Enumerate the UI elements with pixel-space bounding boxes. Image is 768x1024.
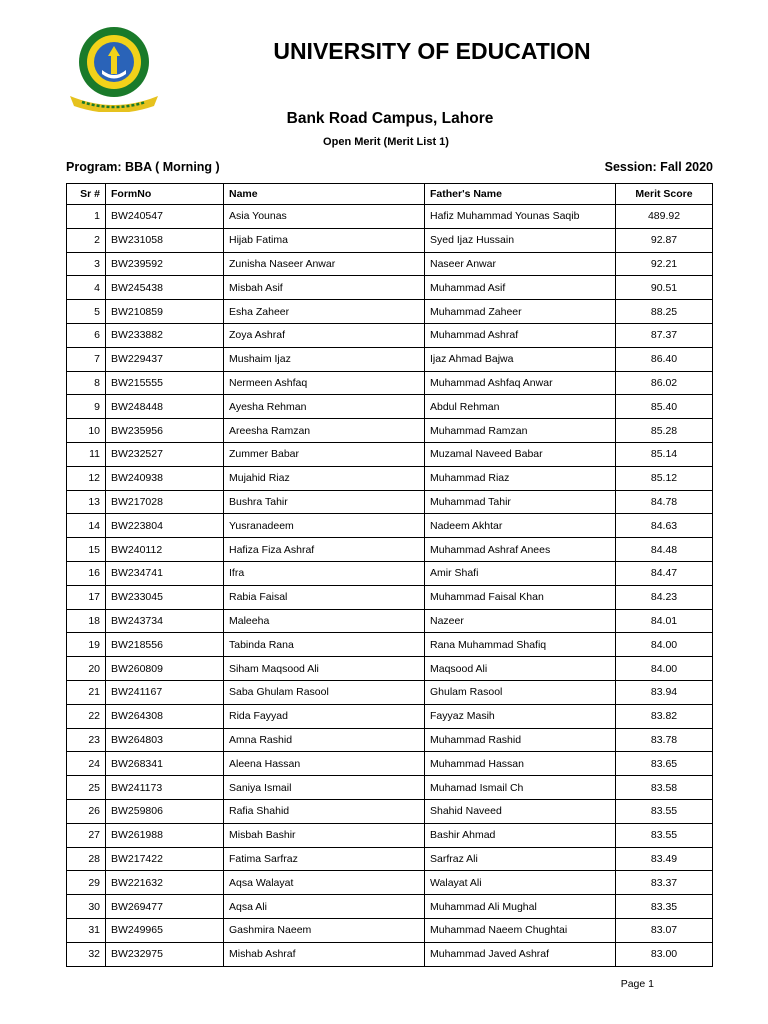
table-row xyxy=(67,752,713,776)
sr-cell: 15 xyxy=(67,538,106,562)
father-name-cell: Maqsood Ali xyxy=(425,657,616,681)
father-name-cell: Muhammad Riaz xyxy=(425,466,616,490)
father-name-cell: Muhammad Asif xyxy=(425,276,616,300)
form-no-cell: BW268341 xyxy=(106,752,224,776)
column-header: Merit Score xyxy=(616,184,713,205)
name-cell: Mujahid Riaz xyxy=(224,466,425,490)
father-name-cell: Ghulam Rasool xyxy=(425,680,616,704)
sr-cell: 26 xyxy=(67,799,106,823)
name-cell: Misbah Bashir xyxy=(224,823,425,847)
form-no-cell: BW259806 xyxy=(106,799,224,823)
father-name-cell: Amir Shafi xyxy=(425,561,616,585)
name-cell: Mushaim Ijaz xyxy=(224,347,425,371)
form-no-cell: BW218556 xyxy=(106,633,224,657)
table-row xyxy=(67,442,713,466)
merit-score-cell: 84.00 xyxy=(616,657,713,681)
father-name-cell: Rana Muhammad Shafiq xyxy=(425,633,616,657)
table-row xyxy=(67,371,713,395)
column-header: Name xyxy=(224,184,425,205)
merit-score-cell: 85.28 xyxy=(616,419,713,443)
merit-score-cell: 84.23 xyxy=(616,585,713,609)
father-name-cell: Muhammad Zaheer xyxy=(425,300,616,324)
campus-name: Bank Road Campus, Lahore xyxy=(286,110,494,127)
page-number: Page 1 xyxy=(620,978,654,990)
merit-score-cell: 83.82 xyxy=(616,704,713,728)
merit-score-cell: 92.21 xyxy=(616,252,713,276)
merit-score-cell: 85.14 xyxy=(616,442,713,466)
merit-score-cell: 83.49 xyxy=(616,847,713,871)
table-row xyxy=(67,728,713,752)
sr-cell: 8 xyxy=(67,371,106,395)
table-row xyxy=(67,323,713,347)
name-cell: Zunisha Naseer Anwar xyxy=(224,252,425,276)
table-row xyxy=(67,776,713,800)
name-cell: Gashmira Naeem xyxy=(224,918,425,942)
table-row xyxy=(67,847,713,871)
table-row xyxy=(67,276,713,300)
table-row xyxy=(67,704,713,728)
form-no-cell: BW229437 xyxy=(106,347,224,371)
merit-score-cell: 83.37 xyxy=(616,871,713,895)
sr-cell: 23 xyxy=(67,728,106,752)
table-row xyxy=(67,823,713,847)
form-no-cell: BW264308 xyxy=(106,704,224,728)
sr-cell: 29 xyxy=(67,871,106,895)
form-no-cell: BW264803 xyxy=(106,728,224,752)
column-header: Sr # xyxy=(67,184,106,205)
table-row xyxy=(67,680,713,704)
page-title: UNIVERSITY OF EDUCATION xyxy=(273,38,591,64)
table-row xyxy=(67,895,713,919)
table-row xyxy=(67,419,713,443)
merit-score-cell: 83.00 xyxy=(616,942,713,966)
name-cell: Siham Maqsood Ali xyxy=(224,657,425,681)
sr-cell: 28 xyxy=(67,847,106,871)
name-cell: Aqsa Walayat xyxy=(224,871,425,895)
father-name-cell: Nazeer xyxy=(425,609,616,633)
merit-score-cell: 92.87 xyxy=(616,228,713,252)
name-cell: Amna Rashid xyxy=(224,728,425,752)
sr-cell: 20 xyxy=(67,657,106,681)
father-name-cell: Hafiz Muhammad Younas Saqib xyxy=(425,205,616,229)
father-name-cell: Syed Ijaz Hussain xyxy=(425,228,616,252)
sr-cell: 2 xyxy=(67,228,106,252)
merit-score-cell: 83.35 xyxy=(616,895,713,919)
father-name-cell: Shahid Naveed xyxy=(425,799,616,823)
father-name-cell: Muhammad Javed Ashraf xyxy=(425,942,616,966)
merit-list-label: Open Merit (Merit List 1) xyxy=(323,136,449,148)
sr-cell: 19 xyxy=(67,633,106,657)
father-name-cell: Muhammad Hassan xyxy=(425,752,616,776)
father-name-cell: Muhammad Naeem Chughtai xyxy=(425,918,616,942)
sr-cell: 25 xyxy=(67,776,106,800)
merit-score-cell: 86.40 xyxy=(616,347,713,371)
merit-table xyxy=(66,183,713,967)
father-name-cell: Naseer Anwar xyxy=(425,252,616,276)
table-row xyxy=(67,585,713,609)
merit-score-cell: 85.12 xyxy=(616,466,713,490)
form-no-cell: BW261988 xyxy=(106,823,224,847)
form-no-cell: BW240938 xyxy=(106,466,224,490)
form-no-cell: BW210859 xyxy=(106,300,224,324)
table-row xyxy=(67,871,713,895)
form-no-cell: BW249965 xyxy=(106,918,224,942)
merit-score-cell: 84.63 xyxy=(616,514,713,538)
sr-cell: 5 xyxy=(67,300,106,324)
table-row xyxy=(67,609,713,633)
sr-cell: 14 xyxy=(67,514,106,538)
sr-cell: 10 xyxy=(67,419,106,443)
father-name-cell: Fayyaz Masih xyxy=(425,704,616,728)
table-row xyxy=(67,205,713,229)
sr-cell: 21 xyxy=(67,680,106,704)
table-row xyxy=(67,395,713,419)
name-cell: Areesha Ramzan xyxy=(224,419,425,443)
name-cell: Hafiza Fiza Ashraf xyxy=(224,538,425,562)
name-cell: Saniya Ismail xyxy=(224,776,425,800)
merit-score-cell: 83.55 xyxy=(616,799,713,823)
father-name-cell: Muhammad Ashraf Anees xyxy=(425,538,616,562)
form-no-cell: BW240112 xyxy=(106,538,224,562)
sr-cell: 17 xyxy=(67,585,106,609)
merit-score-cell: 84.00 xyxy=(616,633,713,657)
father-name-cell: Muhammad Faisal Khan xyxy=(425,585,616,609)
father-name-cell: Muhammad Ashfaq Anwar xyxy=(425,371,616,395)
merit-score-cell: 489.92 xyxy=(616,205,713,229)
merit-score-cell: 83.55 xyxy=(616,823,713,847)
form-no-cell: BW233045 xyxy=(106,585,224,609)
form-no-cell: BW243734 xyxy=(106,609,224,633)
name-cell: Aqsa Ali xyxy=(224,895,425,919)
sr-cell: 6 xyxy=(67,323,106,347)
form-no-cell: BW235956 xyxy=(106,419,224,443)
session-label: Session: Fall 2020 xyxy=(604,160,713,174)
form-no-cell: BW234741 xyxy=(106,561,224,585)
name-cell: Fatima Sarfraz xyxy=(224,847,425,871)
father-name-cell: Abdul Rehman xyxy=(425,395,616,419)
form-no-cell: BW241167 xyxy=(106,680,224,704)
form-no-cell: BW231058 xyxy=(106,228,224,252)
father-name-cell: Muhammad Tahir xyxy=(425,490,616,514)
form-no-cell: BW217422 xyxy=(106,847,224,871)
name-cell: Ifra xyxy=(224,561,425,585)
table-row xyxy=(67,514,713,538)
sr-cell: 9 xyxy=(67,395,106,419)
name-cell: Misbah Asif xyxy=(224,276,425,300)
merit-score-cell: 90.51 xyxy=(616,276,713,300)
table-row xyxy=(67,538,713,562)
form-no-cell: BW217028 xyxy=(106,490,224,514)
table-row xyxy=(67,942,713,966)
name-cell: Bushra Tahir xyxy=(224,490,425,514)
sr-cell: 11 xyxy=(67,442,106,466)
form-no-cell: BW232527 xyxy=(106,442,224,466)
sr-cell: 24 xyxy=(67,752,106,776)
sr-cell: 4 xyxy=(67,276,106,300)
table-row xyxy=(67,490,713,514)
father-name-cell: Ijaz Ahmad Bajwa xyxy=(425,347,616,371)
table-row xyxy=(67,633,713,657)
father-name-cell: Sarfraz Ali xyxy=(425,847,616,871)
table-row xyxy=(67,918,713,942)
name-cell: Rafia Shahid xyxy=(224,799,425,823)
father-name-cell: Walayat Ali xyxy=(425,871,616,895)
form-no-cell: BW260809 xyxy=(106,657,224,681)
name-cell: Rida Fayyad xyxy=(224,704,425,728)
merit-score-cell: 84.78 xyxy=(616,490,713,514)
sr-cell: 7 xyxy=(67,347,106,371)
merit-score-cell: 84.48 xyxy=(616,538,713,562)
merit-score-cell: 83.78 xyxy=(616,728,713,752)
sr-cell: 3 xyxy=(67,252,106,276)
name-cell: Saba Ghulam Rasool xyxy=(224,680,425,704)
sr-cell: 1 xyxy=(67,205,106,229)
father-name-cell: Muhammad Rashid xyxy=(425,728,616,752)
table-row xyxy=(67,657,713,681)
table-row xyxy=(67,466,713,490)
form-no-cell: BW232975 xyxy=(106,942,224,966)
form-no-cell: BW269477 xyxy=(106,895,224,919)
father-name-cell: Muhamad Ismail Ch xyxy=(425,776,616,800)
merit-score-cell: 86.02 xyxy=(616,371,713,395)
merit-score-cell: 83.65 xyxy=(616,752,713,776)
table-row xyxy=(67,799,713,823)
university-logo xyxy=(64,22,164,112)
form-no-cell: BW239592 xyxy=(106,252,224,276)
sr-cell: 12 xyxy=(67,466,106,490)
sr-cell: 13 xyxy=(67,490,106,514)
table-row xyxy=(67,228,713,252)
father-name-cell: Muhammad Ali Mughal xyxy=(425,895,616,919)
form-no-cell: BW241173 xyxy=(106,776,224,800)
name-cell: Esha Zaheer xyxy=(224,300,425,324)
father-name-cell: Muhammad Ramzan xyxy=(425,419,616,443)
sr-cell: 22 xyxy=(67,704,106,728)
father-name-cell: Muzamal Naveed Babar xyxy=(425,442,616,466)
merit-score-cell: 85.40 xyxy=(616,395,713,419)
form-no-cell: BW221632 xyxy=(106,871,224,895)
father-name-cell: Muhammad Ashraf xyxy=(425,323,616,347)
name-cell: Nermeen Ashfaq xyxy=(224,371,425,395)
sr-cell: 30 xyxy=(67,895,106,919)
name-cell: Asia Younas xyxy=(224,205,425,229)
merit-score-cell: 84.01 xyxy=(616,609,713,633)
form-no-cell: BW240547 xyxy=(106,205,224,229)
form-no-cell: BW223804 xyxy=(106,514,224,538)
form-no-cell: BW245438 xyxy=(106,276,224,300)
sr-cell: 31 xyxy=(67,918,106,942)
merit-score-cell: 88.25 xyxy=(616,300,713,324)
merit-score-cell: 83.58 xyxy=(616,776,713,800)
name-cell: Zoya Ashraf xyxy=(224,323,425,347)
name-cell: Mishab Ashraf xyxy=(224,942,425,966)
program-label: Program: BBA ( Morning ) xyxy=(66,160,220,174)
name-cell: Tabinda Rana xyxy=(224,633,425,657)
column-header: FormNo xyxy=(106,184,224,205)
sr-cell: 32 xyxy=(67,942,106,966)
name-cell: Hijab Fatima xyxy=(224,228,425,252)
table-row xyxy=(67,300,713,324)
merit-score-cell: 87.37 xyxy=(616,323,713,347)
table-row xyxy=(67,561,713,585)
table-row xyxy=(67,252,713,276)
sr-cell: 18 xyxy=(67,609,106,633)
father-name-cell: Bashir Ahmad xyxy=(425,823,616,847)
merit-score-cell: 84.47 xyxy=(616,561,713,585)
name-cell: Yusranadeem xyxy=(224,514,425,538)
merit-score-cell: 83.07 xyxy=(616,918,713,942)
name-cell: Maleeha xyxy=(224,609,425,633)
form-no-cell: BW248448 xyxy=(106,395,224,419)
sr-cell: 16 xyxy=(67,561,106,585)
form-no-cell: BW215555 xyxy=(106,371,224,395)
table-body xyxy=(67,205,713,967)
name-cell: Zummer Babar xyxy=(224,442,425,466)
merit-score-cell: 83.94 xyxy=(616,680,713,704)
column-header: Father's Name xyxy=(425,184,616,205)
sr-cell: 27 xyxy=(67,823,106,847)
table-header-row xyxy=(67,184,713,205)
name-cell: Rabia Faisal xyxy=(224,585,425,609)
name-cell: Aleena Hassan xyxy=(224,752,425,776)
form-no-cell: BW233882 xyxy=(106,323,224,347)
table-row xyxy=(67,347,713,371)
father-name-cell: Nadeem Akhtar xyxy=(425,514,616,538)
name-cell: Ayesha Rehman xyxy=(224,395,425,419)
